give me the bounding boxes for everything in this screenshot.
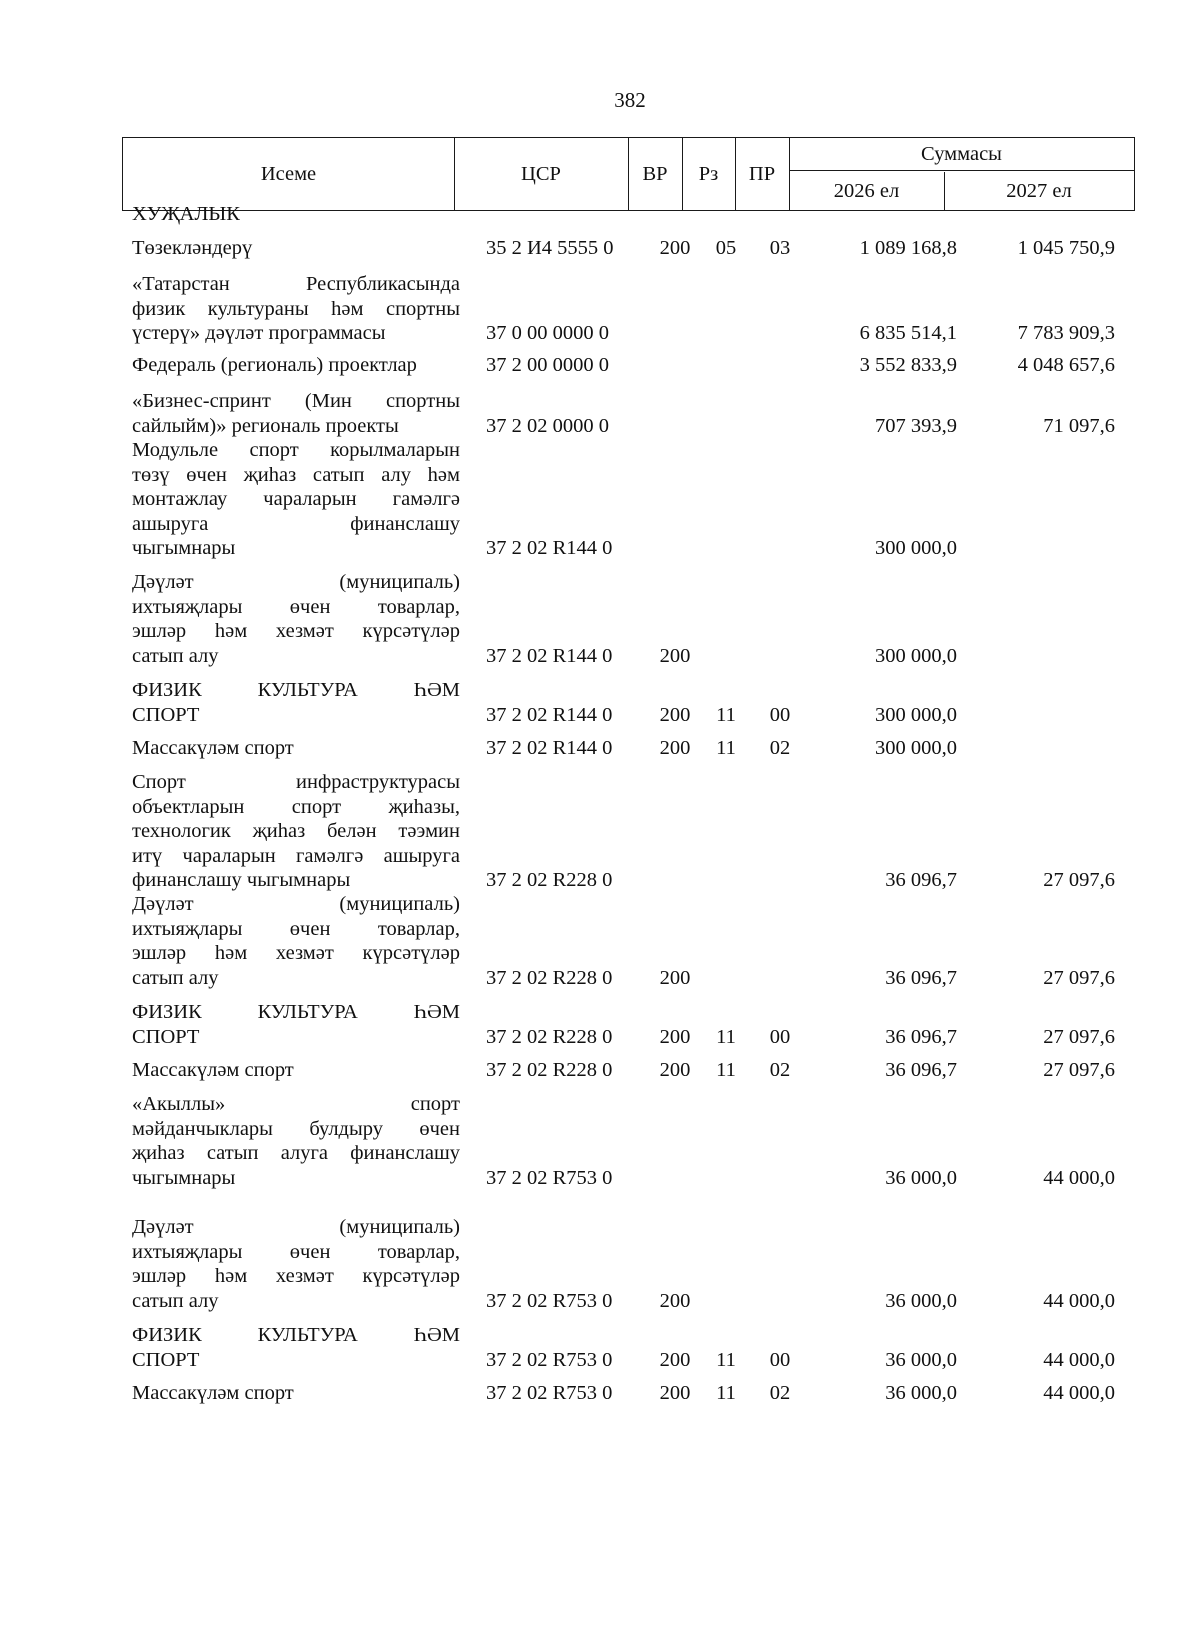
header-pr: ПР xyxy=(748,162,776,185)
row-csr: 37 2 02 R144 0 xyxy=(486,644,613,667)
row-csr: 37 2 00 0000 0 xyxy=(486,354,609,376)
row-pr: 02 xyxy=(769,1382,791,1404)
row-vr: 200 xyxy=(659,1348,691,1371)
row-csr: 37 2 02 R753 0 xyxy=(486,1289,613,1312)
row-sum-2027: 71 097,6 xyxy=(1043,414,1115,437)
row-name-line: Массакүләм спорт xyxy=(132,737,294,759)
table-row xyxy=(0,1323,1200,1372)
row-sum-2027: 44 000,0 xyxy=(1043,1166,1115,1189)
table-row xyxy=(0,236,1200,261)
row-csr: 37 2 02 R753 0 xyxy=(486,1382,613,1404)
row-sum-2026: 300 000,0 xyxy=(875,703,957,726)
row-sum-2026: 300 000,0 xyxy=(875,737,957,759)
row-vr: 200 xyxy=(659,1025,691,1048)
row-name xyxy=(132,1215,460,1313)
row-name xyxy=(132,1381,460,1406)
row-sum-2026: 300 000,0 xyxy=(875,537,957,559)
row-pr: 00 xyxy=(769,703,791,726)
row-pr: 00 xyxy=(769,1348,791,1371)
row-name-line: төзү өчен җиһаз сатып алу һәм xyxy=(132,463,460,486)
row-name-line: Модульле спорт корылмаларын xyxy=(132,439,460,461)
row-rz: 11 xyxy=(716,1059,736,1081)
row-sum-2026: 36 000,0 xyxy=(885,1166,957,1189)
row-name-line: ашыруга финанслашу xyxy=(132,512,460,535)
row-sum-2026: 36 096,7 xyxy=(885,966,957,989)
row-name xyxy=(132,678,460,727)
row-name xyxy=(132,892,460,990)
row-vr: 200 xyxy=(659,703,691,726)
table-row xyxy=(0,1000,1200,1049)
row-name-line: сатып алу xyxy=(132,644,219,667)
row-sum-2027: 4 048 657,6 xyxy=(1017,354,1115,376)
row-pr: 03 xyxy=(769,237,791,259)
header-name: Исеме xyxy=(260,162,317,185)
row-name-line: технологик җиһаз белән тәэмин xyxy=(132,820,460,842)
row-csr: 37 2 02 R144 0 xyxy=(486,737,613,759)
table-row xyxy=(0,389,1200,438)
row-name-line: ФИЗИК КУЛЬТУРА ҺӘМ xyxy=(132,1324,460,1346)
row-sum-2026: 3 552 833,9 xyxy=(859,354,957,376)
row-name xyxy=(132,770,460,893)
page-number: 382 xyxy=(614,88,646,112)
row-vr: 200 xyxy=(659,737,691,759)
row-name-line: «Бизнес-спринт (Мин спортны xyxy=(132,390,460,412)
row-name xyxy=(132,272,460,346)
row-pr: 00 xyxy=(769,1025,791,1048)
row-sum-2026: 36 000,0 xyxy=(885,1348,957,1371)
row-csr: 37 2 02 R753 0 xyxy=(486,1166,613,1189)
row-name-line: объектларын спорт җиһазы, xyxy=(132,795,460,818)
row-csr: 37 2 02 R753 0 xyxy=(486,1348,613,1371)
row-csr: 37 2 02 R144 0 xyxy=(486,537,613,559)
row-sum-2027: 44 000,0 xyxy=(1043,1289,1115,1312)
row-name xyxy=(132,1000,460,1049)
row-vr: 200 xyxy=(659,644,691,667)
row-name-line: СПОРТ xyxy=(132,1348,200,1371)
row-name-line: чыгымнары xyxy=(132,1166,236,1189)
row-sum-2026: 36 000,0 xyxy=(885,1382,957,1404)
row-sum-2027: 44 000,0 xyxy=(1043,1382,1115,1404)
table-row xyxy=(0,770,1200,893)
row-name-line: «Акыллы» спорт xyxy=(132,1093,460,1115)
row-name xyxy=(132,736,460,761)
row-name-line: ихтыяҗлары өчен товарлар, xyxy=(132,1240,460,1263)
row-sum-2026: 36 096,7 xyxy=(885,1025,957,1048)
row-name-line: монтажлау чараларын гамәлгә xyxy=(132,488,460,510)
row-name-line: эшләр һәм хезмәт күрсәтүләр xyxy=(132,620,460,642)
row-name-line: «Татарстан Республикасында xyxy=(132,273,460,295)
table-row xyxy=(0,736,1200,761)
row-sum-2027: 27 097,6 xyxy=(1043,869,1115,891)
row-name-line: Дәүләт (муниципаль) xyxy=(132,571,460,593)
row-name-line: ихтыяҗлары өчен товарлар, xyxy=(132,595,460,618)
row-csr: 35 2 И4 5555 0 xyxy=(486,237,614,259)
table-row xyxy=(0,1215,1200,1313)
row-name-line: ихтыяҗлары өчен товарлар, xyxy=(132,917,460,940)
row-vr: 200 xyxy=(659,237,691,259)
row-sum-2026: 36 096,7 xyxy=(885,869,957,891)
row-name-line: сатып алу xyxy=(132,1289,219,1312)
row-csr: 37 2 02 R228 0 xyxy=(486,869,613,891)
row-name xyxy=(132,570,460,668)
row-name-line: итү чараларын гамәлгә ашыруга xyxy=(132,844,460,867)
row-csr: 37 2 02 R228 0 xyxy=(486,1025,613,1048)
row-name-line: сатып алу xyxy=(132,966,219,989)
row-rz: 05 xyxy=(715,237,737,259)
header-rz: Рз xyxy=(698,162,719,185)
row-name-line: Төзекләндерү xyxy=(132,237,253,259)
row-sum-2027: 27 097,6 xyxy=(1043,1025,1115,1048)
row-rz: 11 xyxy=(716,1025,736,1048)
table-row xyxy=(0,272,1200,346)
row-name-line: чыгымнары xyxy=(132,537,236,559)
row-csr: 37 2 02 R228 0 xyxy=(486,966,613,989)
row-rz: 11 xyxy=(716,1348,736,1371)
row-name-line: СПОРТ xyxy=(132,703,200,726)
row-name-line: Массакүләм спорт xyxy=(132,1059,294,1081)
row-name-line: физик культураны һәм спортны xyxy=(132,297,460,320)
table-row xyxy=(0,678,1200,727)
header-csr: ЦСР xyxy=(521,162,561,185)
row-csr: 37 2 02 R144 0 xyxy=(486,703,613,726)
row-name xyxy=(132,202,460,227)
row-pr: 02 xyxy=(769,737,791,759)
row-sum-2026: 300 000,0 xyxy=(875,644,957,667)
table-row xyxy=(0,570,1200,668)
table-row xyxy=(0,353,1200,378)
row-name xyxy=(132,1058,460,1083)
table-header xyxy=(122,137,1135,211)
row-name-line: Дәүләт (муниципаль) xyxy=(132,1216,460,1238)
table-row xyxy=(0,1092,1200,1190)
row-sum-2026: 6 835 514,1 xyxy=(859,322,957,344)
row-sum-2027: 27 097,6 xyxy=(1043,966,1115,989)
row-name-line: Спорт инфраструктурасы xyxy=(132,771,460,793)
row-name-line: җиһаз сатып алуга финанслашу xyxy=(132,1142,460,1164)
row-vr: 200 xyxy=(659,1059,691,1081)
row-vr: 200 xyxy=(659,1382,691,1404)
row-name-line: сайлыйм)» региональ проекты xyxy=(132,414,399,437)
row-pr: 02 xyxy=(769,1059,791,1081)
table-row xyxy=(0,892,1200,990)
row-name-line: ФИЗИК КУЛЬТУРА ҺӘМ xyxy=(132,1001,460,1023)
row-vr: 200 xyxy=(659,1289,691,1312)
row-name-line: мәйданчыклары булдыру өчен xyxy=(132,1117,460,1140)
row-rz: 11 xyxy=(716,703,736,726)
row-sum-2027: 1 045 750,9 xyxy=(1017,237,1115,259)
table-row xyxy=(0,438,1200,561)
row-csr: 37 2 02 0000 0 xyxy=(486,414,609,437)
table-row xyxy=(0,202,1200,227)
row-name-line: эшләр һәм хезмәт күрсәтүләр xyxy=(132,1265,460,1287)
row-name xyxy=(132,1092,460,1190)
row-name-line: СПОРТ xyxy=(132,1025,200,1048)
row-name-line: Дәүләт (муниципаль) xyxy=(132,893,460,915)
header-sums: Суммасы xyxy=(921,142,1002,165)
table-row xyxy=(0,1058,1200,1083)
row-vr: 200 xyxy=(659,966,691,989)
row-name xyxy=(132,353,460,378)
row-sum-2026: 1 089 168,8 xyxy=(859,237,957,259)
row-name xyxy=(132,438,460,561)
row-name xyxy=(132,389,460,438)
row-name-line: ФИЗИК КУЛЬТУРА ҺӘМ xyxy=(132,679,460,701)
row-name-line: Массакүләм спорт xyxy=(132,1382,294,1404)
row-rz: 11 xyxy=(716,737,736,759)
row-sum-2026: 36 096,7 xyxy=(885,1059,957,1081)
row-csr: 37 2 02 R228 0 xyxy=(486,1059,613,1081)
row-name xyxy=(132,1323,460,1372)
row-csr: 37 0 00 0000 0 xyxy=(486,322,609,344)
header-vr: ВР xyxy=(642,162,668,185)
row-name-line: финанслашу чыгымнары xyxy=(132,869,351,891)
header-year-2027: 2027 ел xyxy=(1006,179,1072,202)
row-sum-2027: 44 000,0 xyxy=(1043,1348,1115,1371)
row-rz: 11 xyxy=(716,1382,736,1404)
row-sum-2027: 7 783 909,3 xyxy=(1017,322,1115,344)
row-sum-2027: 27 097,6 xyxy=(1043,1059,1115,1081)
row-name-line: эшләр һәм хезмәт күрсәтүләр xyxy=(132,942,460,964)
row-name xyxy=(132,236,460,261)
row-sum-2026: 36 000,0 xyxy=(885,1289,957,1312)
table-row xyxy=(0,1381,1200,1406)
row-name-line: үстерү» дәүләт программасы xyxy=(132,322,386,344)
row-sum-2026: 707 393,9 xyxy=(875,414,957,437)
row-name-line: Федераль (региональ) проектлар xyxy=(132,354,417,376)
header-year-2026: 2026 ел xyxy=(833,179,900,202)
row-name-line: ХУҖАЛЫК xyxy=(132,203,240,225)
